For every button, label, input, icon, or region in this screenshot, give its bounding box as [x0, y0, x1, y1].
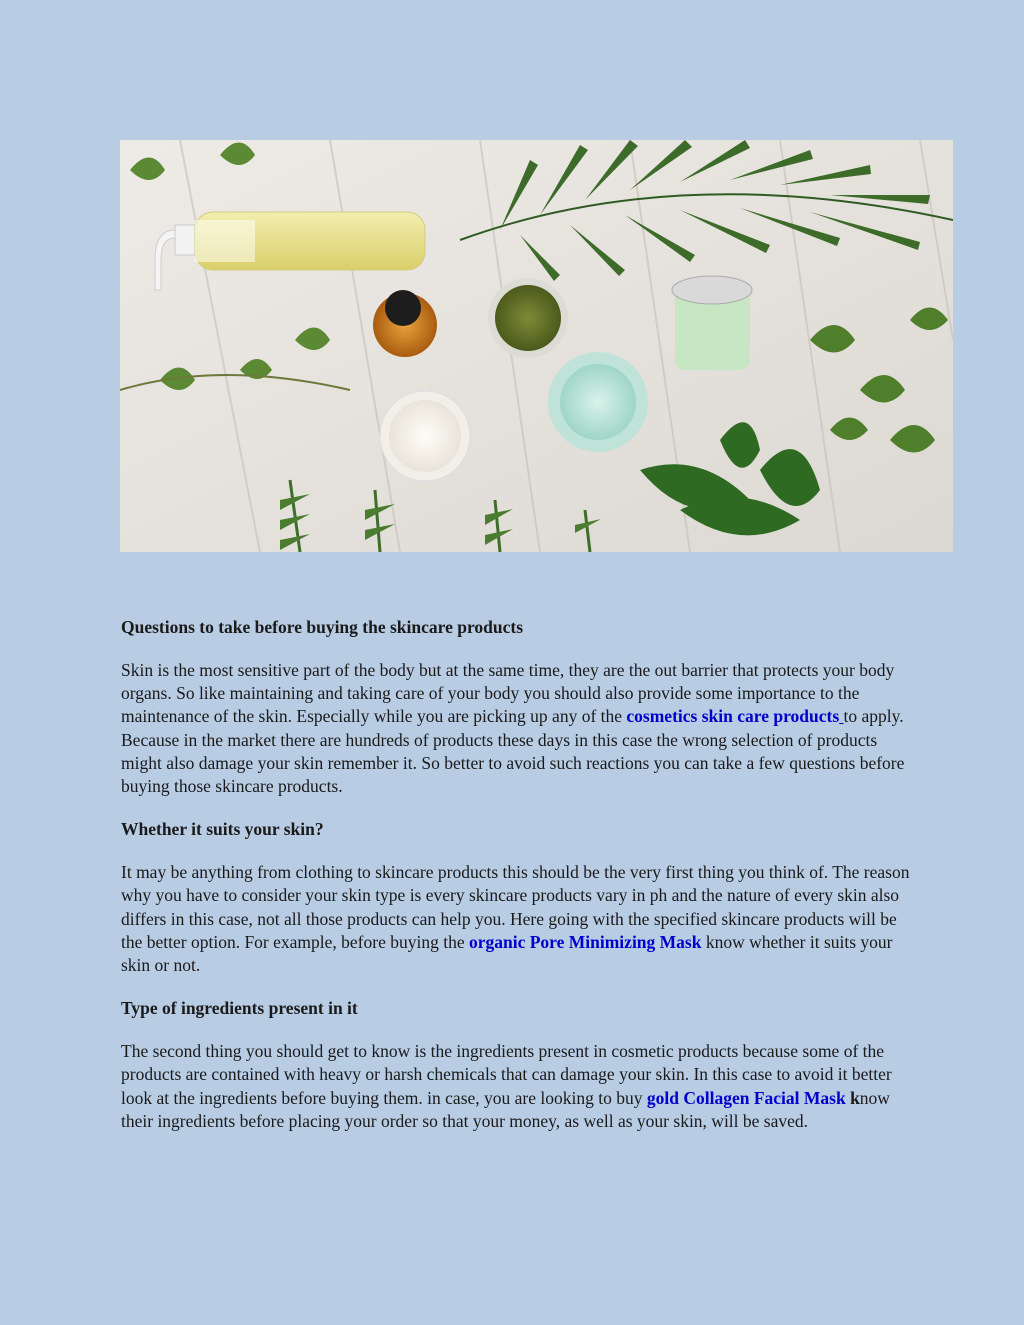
article-content	[121, 616, 921, 1133]
section-paragraph	[121, 1040, 921, 1133]
gold-collagen-facial-mask-link[interactable]: gold Collagen Facial Mask	[646, 1087, 846, 1108]
section-heading: Questions to take before buying the skincare products	[121, 617, 524, 637]
section-heading: Type of ingredients present in it	[121, 998, 358, 1019]
paragraph-text: now their ingredients before placing your order so that your money, as well as your skin, will be saved.	[121, 1087, 890, 1131]
paragraph-text: The second thing you should get to know is the ingredients present in cosmetic products because some of the products are contained with heavy or harsh chemicals that can damage your skin. In this case to avoid it better look at the ingredients before buying them. in case, you are looking to buy	[121, 1041, 892, 1108]
skincare-products-photo	[120, 140, 953, 552]
organic-pore-minimizing-mask-link[interactable]: organic Pore Minimizing Mask	[468, 931, 702, 952]
section-heading: Whether it suits your skin?	[121, 819, 324, 840]
section-paragraph	[121, 659, 921, 798]
paragraph-text: to apply. Because in the market there are hundreds of products these days in this case the wrong selection of products might also damage your skin remember it. So better to avoid such reactions you can take a few questions before buying those skincare products.	[121, 706, 905, 797]
paragraph-text: It may be anything from clothing to skincare products this should be the very first thing you think of. The reason why you have to consider your skin type is every skincare products vary in ph and the nature of every skin also differs in this case, not all those products can help you. Here going with the specified skincare products will be the better option. For example, before buying the	[121, 862, 910, 952]
paragraph-text: know whether it suits your skin or not.	[121, 931, 893, 976]
section-paragraph	[121, 861, 921, 977]
link-text: cosmetics skin care products	[626, 706, 840, 727]
cosmetics-skin-care-link[interactable]	[626, 706, 843, 726]
paragraph-text: Skin is the most sensitive part of the body but at the same time, they are the out barrier that protects your body organs. So like maintaining and taking care of your body you should also provide some importance to the maintenance of the skin. Especially while you are picking up any of the	[121, 660, 895, 727]
bold-letter: k	[850, 1087, 860, 1108]
